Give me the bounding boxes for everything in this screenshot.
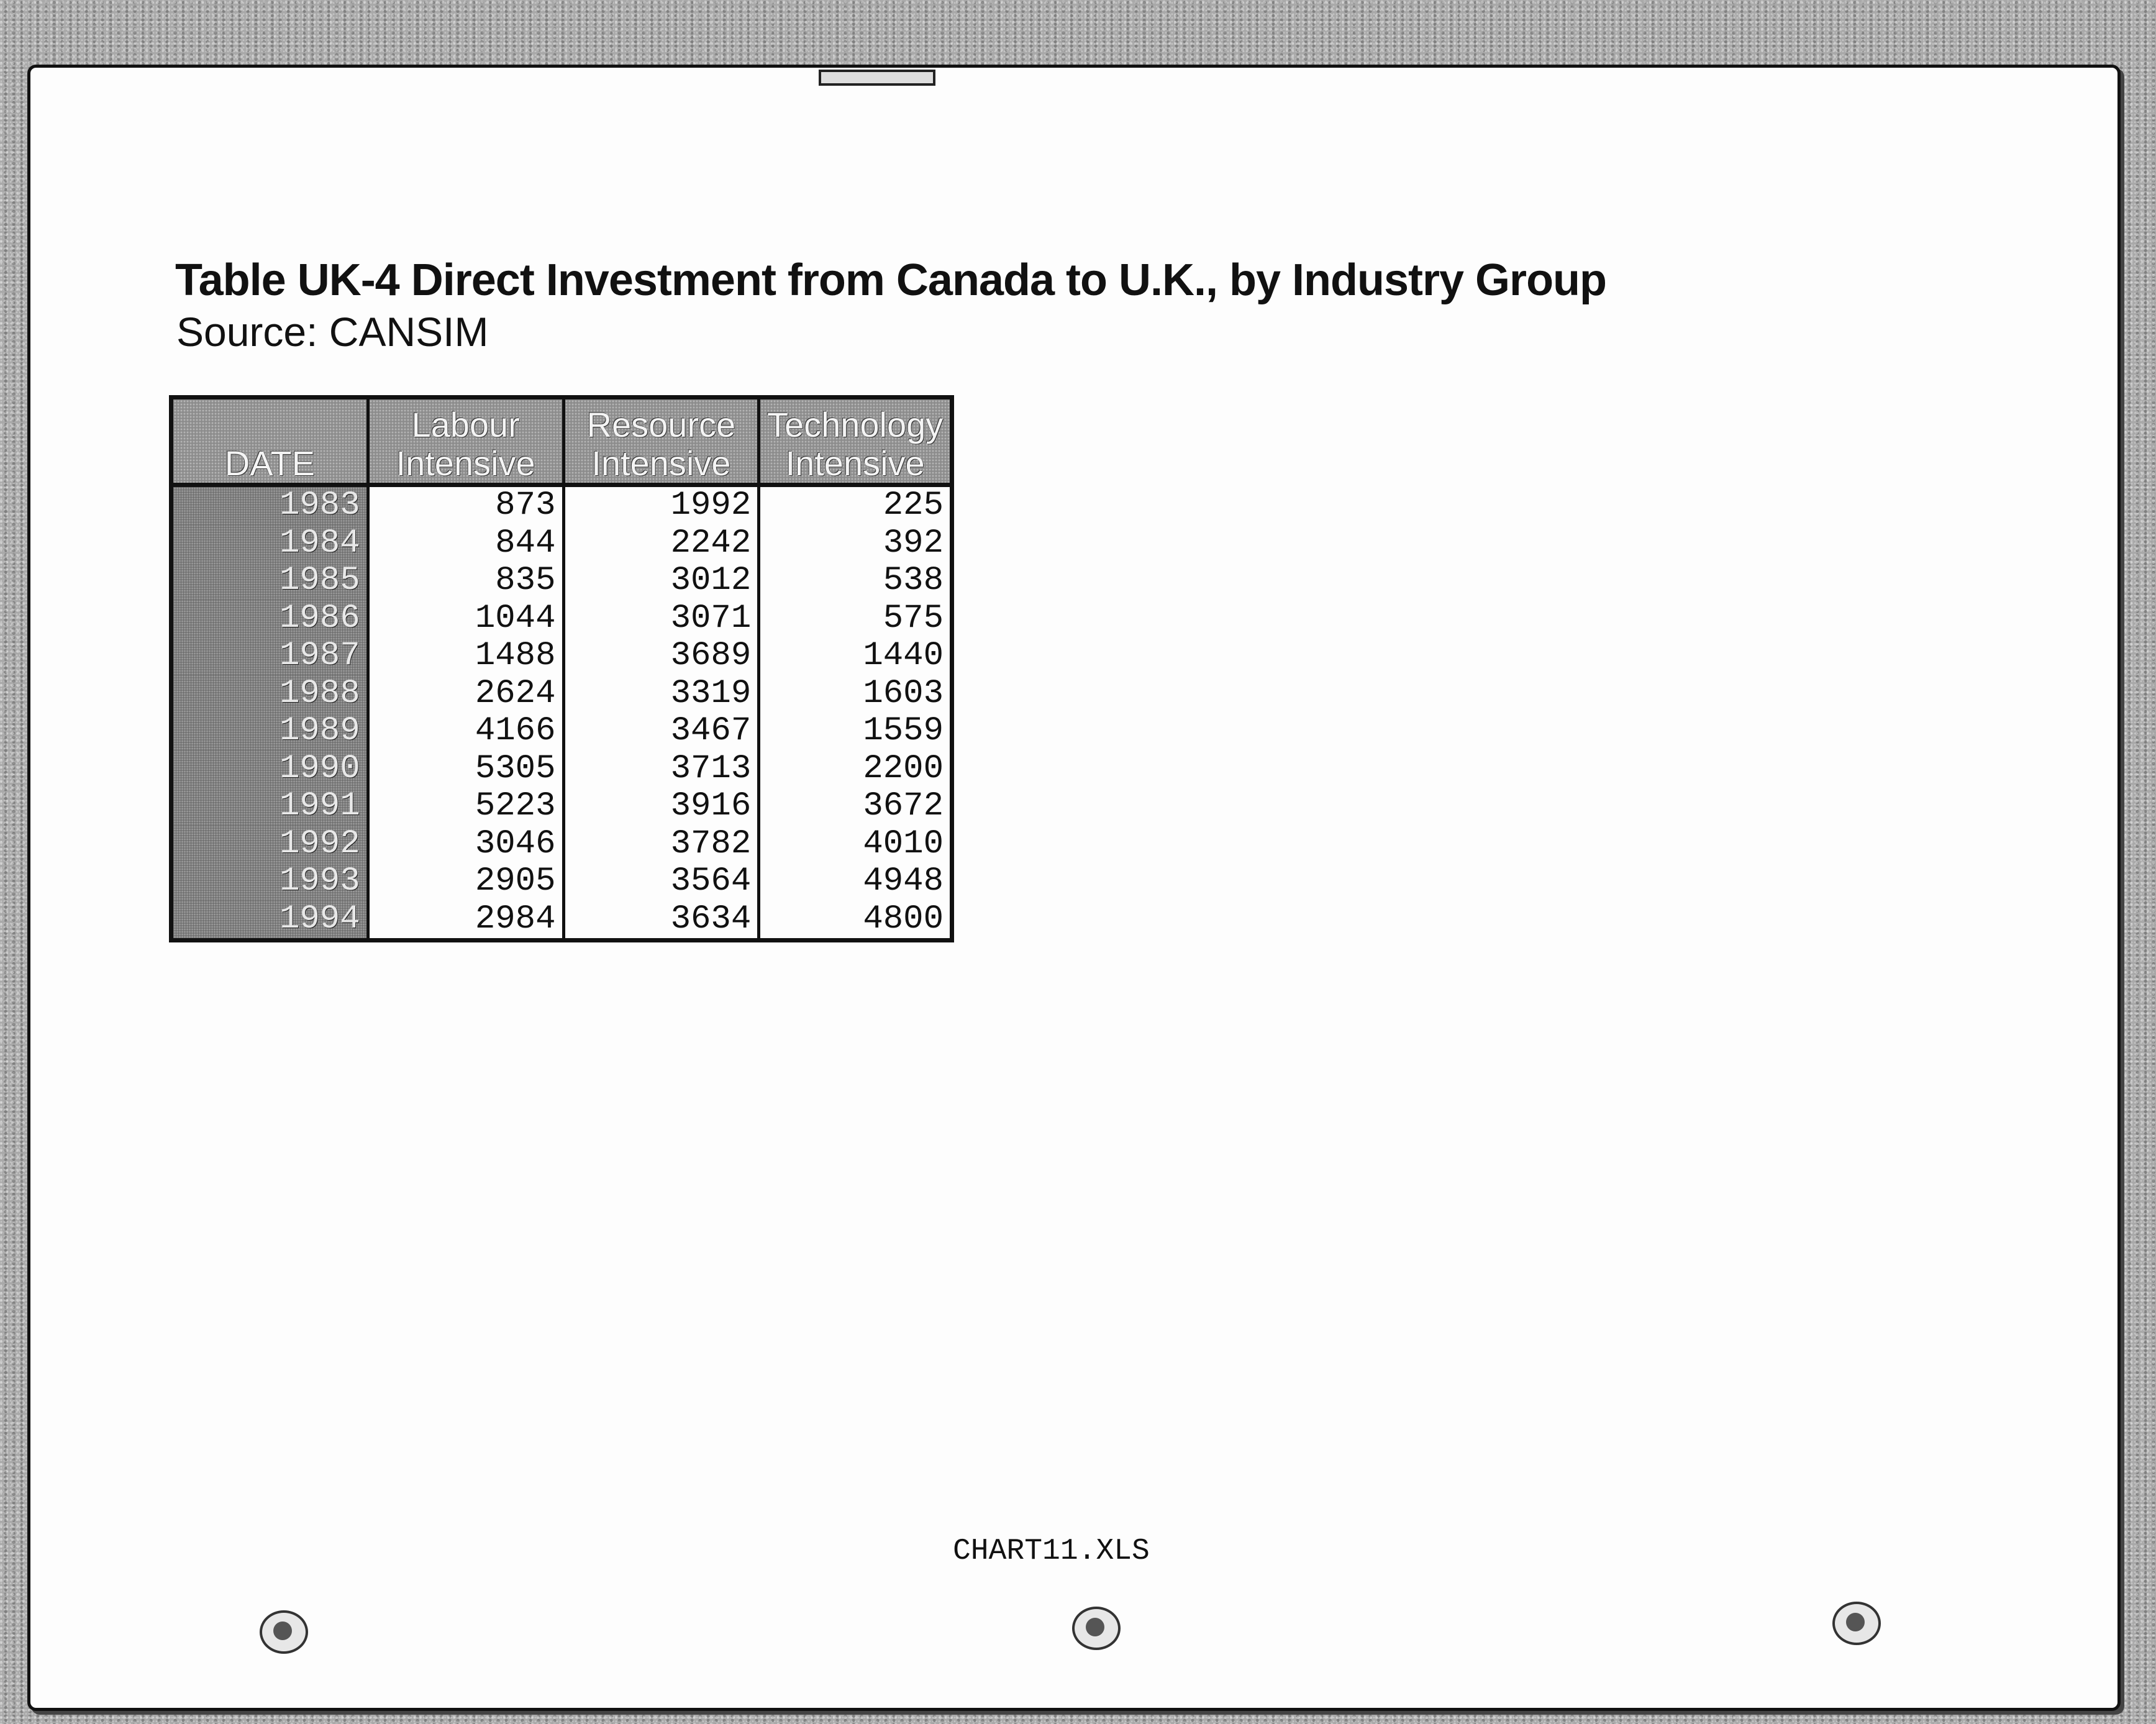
cell-technology: 4948 <box>863 862 944 901</box>
cell-labour: 835 <box>368 562 563 600</box>
header-technology-intensive <box>759 398 952 485</box>
table-header-row <box>171 398 952 485</box>
table-row <box>171 788 952 826</box>
cell-date: 1985 <box>171 562 368 600</box>
cell-date: 1986 <box>171 600 368 638</box>
table-row <box>171 901 952 941</box>
cell-labour: 5223 <box>368 788 563 826</box>
cell-resource: 2242 <box>563 525 759 563</box>
cell-labour: 2984 <box>368 901 563 941</box>
header-labour-line-2: Intensive <box>396 444 535 483</box>
cell-date: 1990 <box>171 750 368 788</box>
header-technology-line-2: Intensive <box>785 444 925 483</box>
cell-labour: 5305 <box>368 750 563 788</box>
source-line: Source: CANSIM <box>176 309 489 355</box>
cell-labour: 2624 <box>368 675 563 713</box>
header-labour-line-1: Labour <box>411 405 520 444</box>
cell-date: 1994 <box>171 901 368 941</box>
punch-hole-center-icon <box>1072 1607 1121 1650</box>
cell-resource: 3713 <box>563 750 759 788</box>
cell-technology: 4800 <box>863 900 944 938</box>
cell-resource: 3319 <box>563 675 759 713</box>
cell-labour: 873 <box>368 485 563 525</box>
table-row <box>171 826 952 864</box>
punch-hole-left-icon <box>260 1610 308 1654</box>
header-date: DATE <box>171 398 368 485</box>
cell-resource: 3634 <box>563 901 759 941</box>
table-row <box>171 863 952 901</box>
header-resource-intensive <box>563 398 759 485</box>
sheet-top-tab <box>819 70 935 86</box>
header-resource-line-1: Resource <box>586 405 736 444</box>
table-row <box>171 525 952 563</box>
cell-resource: 3467 <box>563 713 759 750</box>
punch-hole-right-icon <box>1832 1602 1881 1645</box>
cell-date: 1983 <box>171 485 368 525</box>
cell-resource: 3689 <box>563 637 759 675</box>
cell-labour: 3046 <box>368 826 563 864</box>
cell-date: 1989 <box>171 713 368 750</box>
cell-date: 1992 <box>171 826 368 864</box>
cell-labour: 844 <box>368 525 563 563</box>
cell-technology: 1440 <box>863 637 944 675</box>
cell-resource: 3071 <box>563 600 759 638</box>
header-technology-line-1: Technology <box>766 405 944 444</box>
table-row <box>171 600 952 638</box>
cell-technology: 1603 <box>863 674 944 713</box>
table-row <box>171 485 952 525</box>
table-row <box>171 675 952 713</box>
table-row <box>171 713 952 750</box>
cell-resource: 3782 <box>563 826 759 864</box>
cell-labour: 4166 <box>368 713 563 750</box>
cell-technology: 4010 <box>863 824 944 863</box>
cell-date: 1993 <box>171 863 368 901</box>
cell-technology: 2200 <box>863 749 944 788</box>
cell-labour: 2905 <box>368 863 563 901</box>
cell-labour: 1044 <box>368 600 563 638</box>
table-row <box>171 637 952 675</box>
cell-resource: 3012 <box>563 562 759 600</box>
header-resource-line-2: Intensive <box>591 444 731 483</box>
header-labour-intensive <box>368 398 563 485</box>
cell-technology: 1559 <box>863 712 944 750</box>
cell-date: 1988 <box>171 675 368 713</box>
cell-resource: 3916 <box>563 788 759 826</box>
cell-date: 1984 <box>171 525 368 563</box>
cell-technology: 392 <box>883 524 944 562</box>
table-row <box>171 750 952 788</box>
cell-resource: 3564 <box>563 863 759 901</box>
cell-date: 1991 <box>171 788 368 826</box>
cell-technology: 575 <box>883 599 944 637</box>
table-title: Table UK-4 Direct Investment from Canada to U.K., by Industry Group <box>175 255 1607 305</box>
table-row <box>171 562 952 600</box>
cell-technology: 225 <box>883 486 944 525</box>
file-name-footer: CHART11.XLS <box>953 1535 1150 1568</box>
cell-date: 1987 <box>171 637 368 675</box>
cell-resource: 1992 <box>563 485 759 525</box>
investment-table <box>169 395 954 942</box>
cell-labour: 1488 <box>368 637 563 675</box>
cell-technology: 538 <box>883 562 944 600</box>
cell-technology: 3672 <box>863 787 944 826</box>
